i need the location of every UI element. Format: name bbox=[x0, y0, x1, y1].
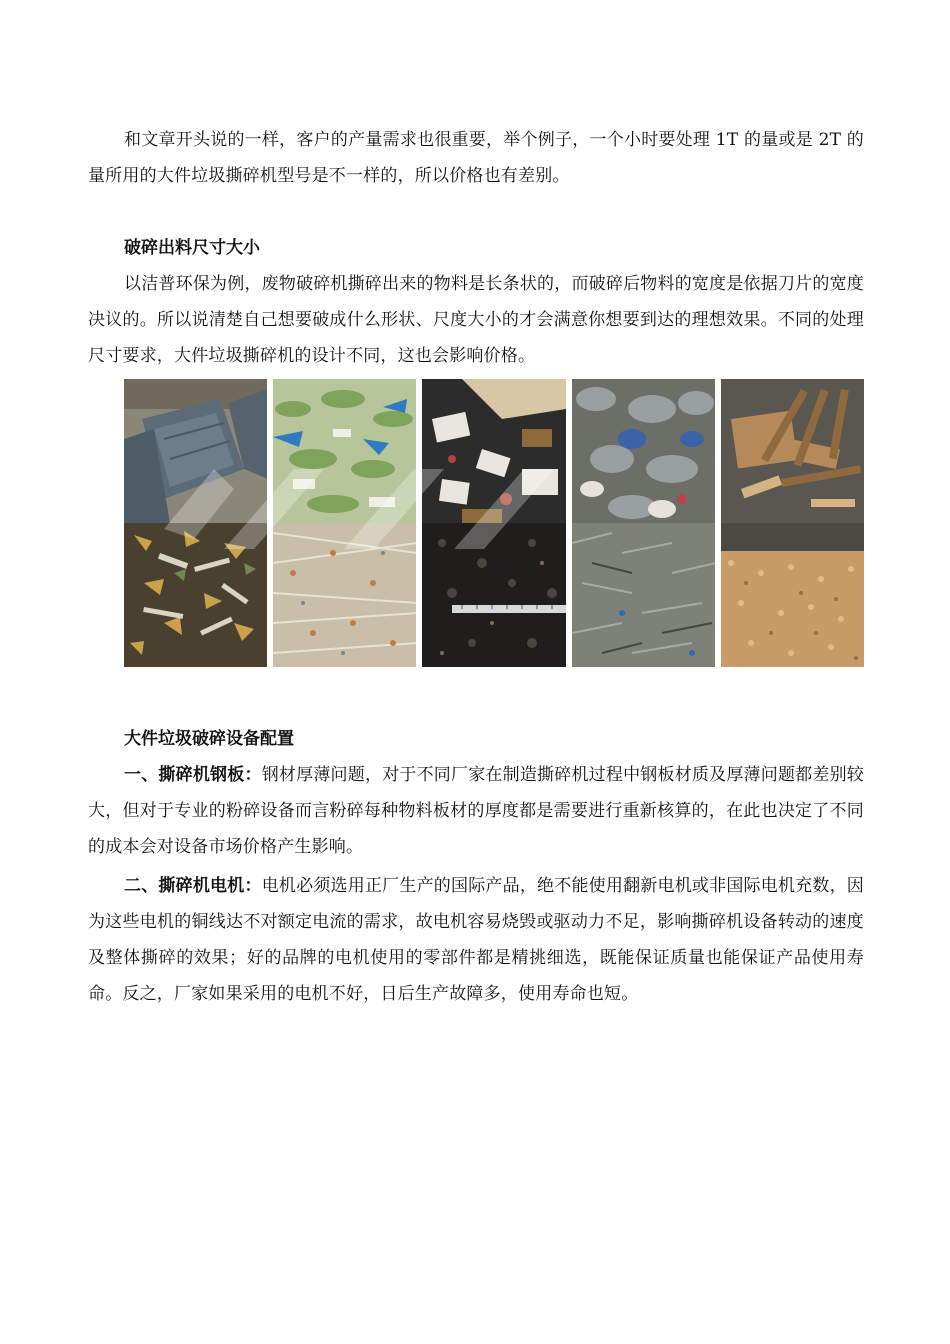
section-heading-equipment-config: 大件垃圾破碎设备配置 bbox=[124, 729, 294, 749]
photo-sofa-after bbox=[124, 523, 267, 667]
photo-column-sofa bbox=[124, 379, 267, 667]
photo-mixed-waste-after bbox=[422, 523, 565, 667]
motor-lead: 二、撕碎机电机： bbox=[124, 876, 262, 896]
photo-household-waste-before bbox=[572, 379, 715, 523]
photo-wood-waste-before bbox=[721, 379, 864, 523]
paragraph-output-demand: 和文章开头说的一样，客户的产量需求也很重要，举个例子，一个小时要处理 1T 的量或是 2T 的量所用的大件垃圾撕碎机型号是不一样的，所以价格也有差别。 bbox=[88, 130, 864, 186]
steel-plate-body: 钢材厚薄问题，对于不同厂家在制造撕碎机过程中钢板材质及厚薄问题都差别较大，但对于专业的粉碎设备而言粉碎每种物料板材的厚度都是需要进行重新核算的，在此也决定了不同的成本会对设备市场价格产生影响。 bbox=[88, 765, 865, 857]
motor-body: 电机必须选用正厂生产的国际产品，绝不能使用翻新电机或非国际电机充数，因为这些电机的铜线达不对额定电流的需求，故电机容易烧毁或驱动力不足，影响撕碎机设备转动的速度及整体撕碎的效果；好的品牌的电机使用的零部件都是精挑细选，既能保证质量也能保证产品使用寿命。反之，厂家如果采用的电机不好，日后生产故障多，使用寿命也短。 bbox=[88, 876, 865, 1004]
photo-column-wood-waste bbox=[721, 379, 864, 667]
photo-wood-waste-after bbox=[721, 523, 864, 667]
photo-mixed-waste-before bbox=[422, 379, 565, 523]
photo-column-mixed-waste bbox=[422, 379, 565, 667]
steel-plate-lead: 一、撕碎机钢板： bbox=[124, 765, 262, 785]
ruler-icon bbox=[452, 605, 565, 613]
photo-column-green-waste bbox=[273, 379, 416, 667]
photo-household-waste-after bbox=[572, 523, 715, 667]
paragraph-output-size: 以洁普环保为例，废物破碎机撕碎出来的物料是长条状的，而破碎后物料的宽度是依据刀片的宽度决议的。所以说清楚自己想要破成什么形状、尺度大小的才会满意你想要到达的理想效果。不同的处理尺寸要求，大件垃圾撕碎机的设计不同，这也会影响价格。 bbox=[88, 274, 864, 366]
shredding-results-photo-grid bbox=[124, 379, 864, 667]
photo-column-household-waste bbox=[572, 379, 715, 667]
paragraph-steel-plate bbox=[88, 757, 864, 865]
photo-green-waste-after bbox=[273, 523, 416, 667]
paragraph-motor bbox=[88, 868, 864, 1012]
section-heading-output-size: 破碎出料尺寸大小 bbox=[124, 238, 260, 258]
photo-sofa-before bbox=[124, 379, 267, 523]
photo-green-waste-before bbox=[273, 379, 416, 523]
